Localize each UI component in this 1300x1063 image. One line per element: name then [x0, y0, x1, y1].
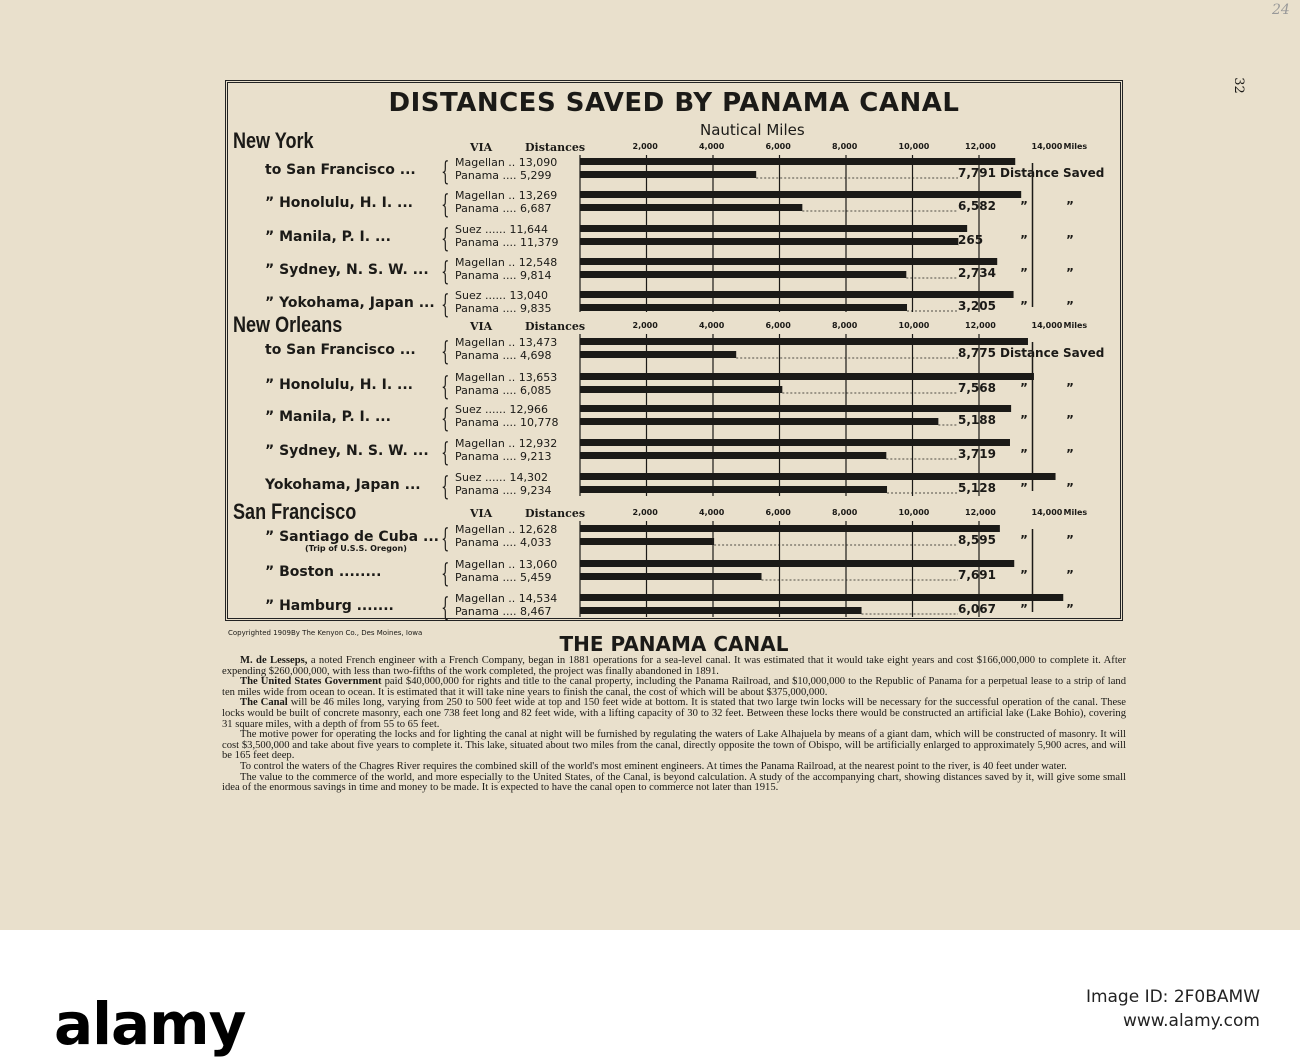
- via-header: VIA: [470, 320, 493, 333]
- axis-tick-label: 10,000: [898, 508, 930, 517]
- alamy-logo: alamy: [54, 990, 246, 1058]
- distance-bar: [580, 351, 736, 358]
- route-brace: {: [441, 224, 450, 254]
- axis-tick-label: 6,000: [765, 321, 791, 330]
- distance-bar: [580, 594, 1063, 601]
- article-body: [222, 656, 1126, 794]
- distance-bar: [580, 373, 1034, 380]
- route-brace: {: [441, 257, 450, 287]
- ditto-mark: ”: [1066, 266, 1074, 280]
- axis-tick-label: 8,000: [832, 142, 858, 151]
- destination-label: ” Sydney, N. S. W. ...: [265, 262, 429, 278]
- route-label: Magellan .. 13,473: [455, 336, 558, 349]
- destination-label: to San Francisco ...: [265, 162, 416, 178]
- ditto-mark: ”: [1020, 568, 1028, 582]
- axis-tick-label: 8,000: [832, 321, 858, 330]
- route-label: Magellan .. 12,548: [455, 256, 558, 269]
- distance-bar: [580, 304, 907, 311]
- route-label: Magellan .. 13,269: [455, 189, 558, 202]
- saved-value: 8,775: [958, 346, 996, 360]
- route-brace: {: [441, 404, 450, 434]
- route-brace: {: [441, 372, 450, 402]
- destination-label: ” Yokohama, Japan ...: [265, 295, 435, 311]
- ditto-mark: ”: [1020, 413, 1028, 427]
- saved-value: 7,691: [958, 568, 996, 582]
- via-header: VIA: [470, 141, 493, 154]
- route-brace: {: [441, 337, 450, 367]
- route-label: Magellan .. 13,060: [455, 558, 558, 571]
- axis-unit-label: Miles: [1063, 508, 1088, 517]
- route-label: Panama .... 10,778: [455, 416, 559, 429]
- destination-label: ” Honolulu, H. I. ...: [265, 195, 413, 211]
- ditto-mark: ”: [1020, 533, 1028, 547]
- article-lead: M. de Lesseps,: [240, 655, 308, 666]
- route-label: Panama .... 11,379: [455, 236, 559, 249]
- saved-value: 8,595: [958, 533, 996, 547]
- article-text: paid $40,000,000 for rights and title to the canal property, including the Panama Railroad, and $10,000,000 to the Republic of Panama for a perpetual lease to a strip of land ten miles wide from ocean to ocean. It is estimated that it will take nine years to finish the canal, the cost of which will be about $375,000,000.: [222, 676, 1126, 698]
- axis-tick-label: 8,000: [832, 508, 858, 517]
- axis-tick-label: 12,000: [965, 142, 996, 151]
- distance-bar: [580, 607, 862, 614]
- distance-bar: [580, 405, 1011, 412]
- saved-value: 265: [958, 233, 984, 247]
- destination-label: ” Sydney, N. S. W. ...: [265, 443, 429, 459]
- origin-label: New York: [233, 128, 314, 153]
- route-label: Panama .... 9,835: [455, 302, 552, 315]
- route-label: Panama .... 9,814: [455, 269, 552, 282]
- route-label: Suez ...... 11,644: [455, 223, 548, 236]
- destination-label: ” Honolulu, H. I. ...: [265, 377, 413, 393]
- article-text: To control the waters of the Chagres River requires the combined skill of the world's most eminent engineers. At times the Panama Railroad, at the nearest point to the river, is 40 feet under water.: [240, 760, 1067, 772]
- route-brace: {: [441, 190, 450, 220]
- axis-tick-label: 6,000: [765, 508, 791, 517]
- article-lead: The United States Government: [240, 676, 382, 688]
- distance-bar: [580, 560, 1014, 567]
- axis-tick-label: 14,000: [1031, 321, 1063, 330]
- saved-label: Distance Saved: [1000, 346, 1105, 360]
- axis-tick-label: 4,000: [699, 508, 725, 517]
- distance-bar: [580, 573, 762, 580]
- saved-value: 6,067: [958, 602, 996, 616]
- axis-tick-label: 2,000: [632, 142, 658, 151]
- route-label: Panama .... 6,085: [455, 384, 552, 397]
- route-label: Panama .... 4,033: [455, 536, 552, 549]
- destination-label: ” Manila, P. I. ...: [265, 229, 391, 245]
- axis-tick-label: 10,000: [898, 321, 930, 330]
- saved-value: 3,719: [958, 447, 996, 461]
- route-brace: {: [441, 593, 450, 623]
- saved-value: 5,128: [958, 481, 996, 495]
- distance-bar: [580, 386, 782, 393]
- route-brace: {: [441, 438, 450, 468]
- route-label: Panama .... 6,687: [455, 202, 552, 215]
- route-brace: {: [441, 472, 450, 502]
- distance-bar: [580, 271, 906, 278]
- ditto-mark: ”: [1066, 199, 1074, 213]
- page-number: 32: [1230, 77, 1246, 94]
- article-text: will be 46 miles long, varying from 250 to 500 feet wide at top and 150 feet wide at bottom. It is stated that two large twin locks will be necessary for the successful operation of the canal. These locks would be built of concrete masonry, each one 738 feet long and 82 feet wide, with a lifting capacity of 30 to 32 feet. Between these locks there would be constructed an artificial lake (Lake Bohio), covering 31 square miles, with a depth of from 55 to 65 feet.: [222, 697, 1126, 730]
- article-paragraph: [222, 656, 1126, 677]
- distance-bar: [580, 291, 1014, 298]
- article-text: a noted French engineer with a French Company, began in 1881 operations for a sea-level canal. It was estimated that it would take eight years and cost $166,000,000 to complete it. After expending $260,000,000, with less than two-fifths of the work completed, the project was finally abandoned in 1891.: [222, 655, 1126, 677]
- axis-tick-label: 14,000: [1031, 142, 1063, 151]
- destination-label: ” Boston ........: [265, 564, 382, 580]
- route-label: Panama .... 5,459: [455, 571, 552, 584]
- saved-value: 3,205: [958, 299, 996, 313]
- route-label: Magellan .. 12,628: [455, 523, 558, 536]
- axis-tick-label: 12,000: [965, 321, 996, 330]
- distance-bar: [580, 258, 997, 265]
- distance-bar: [580, 452, 886, 459]
- route-brace: {: [441, 157, 450, 187]
- distance-bar: [580, 171, 756, 178]
- route-label: Panama .... 4,698: [455, 349, 552, 362]
- saved-label: Distance Saved: [1000, 166, 1105, 180]
- ditto-mark: ”: [1020, 602, 1028, 616]
- ditto-mark: ”: [1066, 413, 1074, 427]
- axis-tick-label: 14,000: [1031, 508, 1063, 517]
- article-paragraph: [222, 773, 1126, 794]
- route-label: Panama .... 8,467: [455, 605, 552, 618]
- pencil-mark: 24: [1272, 2, 1290, 18]
- article-text: The motive power for operating the locks and for lighting the canal at night will be furnished by regulating the waters of Lake Alhajuela by means of a giant dam, which will be constructed of masonry. It will cost $3,500,000 and take about five years to complete it. This lake, situated about two miles from the canal, directly opposite the town of Obispo, will be artificially enlarged to approximately 5,900 acres, and will be 165 feet deep.: [222, 729, 1126, 762]
- axis-tick-label: 12,000: [965, 508, 996, 517]
- distance-bar: [580, 525, 1000, 532]
- saved-value: 7,568: [958, 381, 996, 395]
- ditto-mark: ”: [1066, 602, 1074, 616]
- route-label: Magellan .. 14,534: [455, 592, 558, 605]
- destination-label: to San Francisco ...: [265, 342, 416, 358]
- axis-tick-label: 4,000: [699, 142, 725, 151]
- ditto-mark: ”: [1020, 199, 1028, 213]
- distance-bar: [580, 473, 1056, 480]
- footer-meta: [1086, 985, 1260, 1033]
- route-label: Suez ...... 12,966: [455, 403, 548, 416]
- axis-tick-label: 4,000: [699, 321, 725, 330]
- distances-header: Distances: [525, 141, 586, 154]
- route-brace: {: [441, 290, 450, 320]
- distance-bar: [580, 158, 1015, 165]
- axis-tick-label: 2,000: [632, 508, 658, 517]
- distance-bar: [580, 486, 887, 493]
- route-label: Suez ...... 14,302: [455, 471, 548, 484]
- ditto-mark: ”: [1066, 481, 1074, 495]
- distance-bar: [580, 225, 967, 232]
- ditto-mark: ”: [1020, 481, 1028, 495]
- destination-label: ” Manila, P. I. ...: [265, 409, 391, 425]
- route-label: Panama .... 9,213: [455, 450, 552, 463]
- ditto-mark: ”: [1020, 299, 1028, 313]
- ditto-mark: ”: [1020, 233, 1028, 247]
- ditto-mark: ”: [1066, 233, 1074, 247]
- axis-unit-label: Miles: [1063, 142, 1088, 151]
- chart-subtitle: Nautical Miles: [700, 121, 805, 139]
- route-label: Magellan .. 13,090: [455, 156, 558, 169]
- article-lead: The Canal: [240, 697, 288, 709]
- distance-bar: [580, 238, 958, 245]
- distances-header: Distances: [525, 507, 586, 520]
- ditto-mark: ”: [1066, 381, 1074, 395]
- axis-tick-label: 6,000: [765, 142, 791, 151]
- distances-header: Distances: [525, 320, 586, 333]
- route-brace: {: [441, 524, 450, 554]
- ditto-mark: ”: [1020, 381, 1028, 395]
- ditto-mark: ”: [1066, 533, 1074, 547]
- axis-tick-label: 2,000: [632, 321, 658, 330]
- distance-bar: [580, 538, 714, 545]
- route-label: Panama .... 5,299: [455, 169, 552, 182]
- via-header: VIA: [470, 507, 493, 520]
- image-id: Image ID: 2F0BAMW: [1085, 987, 1260, 1007]
- ditto-mark: ”: [1020, 266, 1028, 280]
- saved-value: 7,791: [958, 166, 996, 180]
- footer-url: www.alamy.com: [1122, 1011, 1260, 1031]
- distance-bar: [580, 204, 802, 211]
- ditto-mark: ”: [1066, 299, 1074, 313]
- route-label: Magellan .. 12,932: [455, 437, 558, 450]
- origin-label: New Orleans: [233, 312, 343, 337]
- saved-value: 2,734: [958, 266, 996, 280]
- copyright-line: Copyrighted 1909By The Kenyon Co., Des Moines, Iowa: [228, 629, 423, 637]
- route-label: Magellan .. 13,653: [455, 371, 558, 384]
- route-label: Suez ...... 13,040: [455, 289, 548, 302]
- article-paragraph: [222, 677, 1126, 698]
- route-brace: {: [441, 559, 450, 589]
- distance-bar: [580, 338, 1028, 345]
- distance-bar: [580, 191, 1021, 198]
- destination-label: Yokohama, Japan ...: [265, 477, 421, 493]
- saved-value: 6,582: [958, 199, 996, 213]
- destination-label: ” Hamburg .......: [265, 598, 394, 614]
- destination-label: ” Santiago de Cuba ...: [265, 529, 439, 545]
- ditto-mark: ”: [1020, 447, 1028, 461]
- article-title: THE PANAMA CANAL: [559, 632, 789, 656]
- article-paragraph: [222, 730, 1126, 762]
- article-text: The value to the commerce of the world, and more especially to the United States, of the Canal, is beyond calculation. A study of the accompanying chart, showing distances saved by it, will give some small idea of the enormous savings in time and money to be made. It is expected to have the canal open to commerce not later than 1915.: [222, 771, 1126, 794]
- article-paragraph: [222, 698, 1126, 730]
- ditto-mark: ”: [1066, 447, 1074, 461]
- chart-title: DISTANCES SAVED BY PANAMA CANAL: [388, 88, 960, 118]
- destination-note: (Trip of U.S.S. Oregon): [305, 544, 407, 553]
- ditto-mark: ”: [1066, 568, 1074, 582]
- distance-bar: [580, 439, 1010, 446]
- saved-value: 5,188: [958, 413, 996, 427]
- axis-unit-label: Miles: [1063, 321, 1088, 330]
- route-label: Panama .... 9,234: [455, 484, 552, 497]
- distance-bar: [580, 418, 938, 425]
- origin-label: San Francisco: [233, 499, 357, 524]
- axis-tick-label: 10,000: [898, 142, 930, 151]
